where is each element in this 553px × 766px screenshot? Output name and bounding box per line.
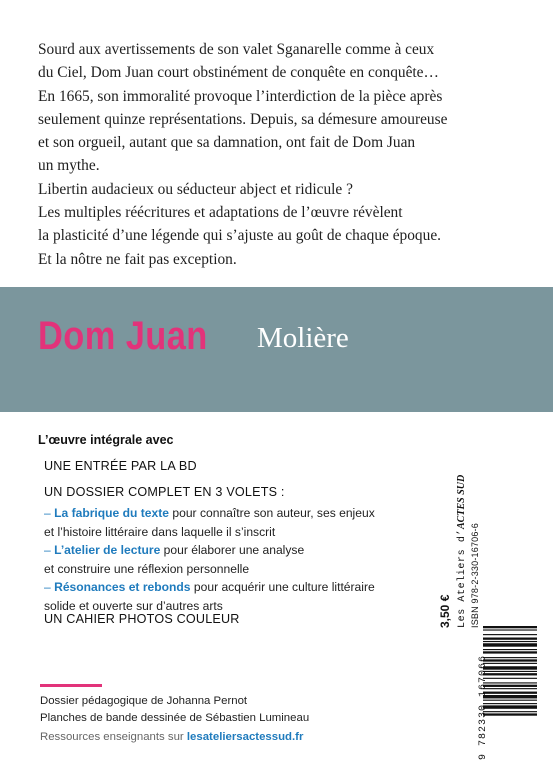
- title-band: [0, 287, 553, 412]
- barcode-icon: [483, 626, 537, 756]
- credits: [40, 693, 309, 727]
- resources-link[interactable]: lesateliersactessud.fr: [186, 731, 304, 743]
- blurb-paragraph-2: Libertin audacieux ou séducteur abject et ridicule ? Les multiples réécritures et adaptations de l’œuvre révèlent la plasticité d’une légende qui s’ajuste au goût de chaque époque. Et la nôtre ne fait pas exception.: [38, 180, 442, 268]
- ean-digits: 9 782330 167066: [478, 654, 489, 760]
- credit-bd: Planches de bande dessinée de Sébastien Lumineau: [40, 712, 310, 724]
- isbn: ISBN 978-2-330-16706-6: [470, 523, 480, 628]
- publisher: Les Ateliers d’ACTES SUD: [456, 474, 468, 628]
- back-cover-blurb: [38, 38, 528, 271]
- book-title: Dom Juan: [38, 314, 208, 358]
- contents-item-dossier: UN DOSSIER COMPLET EN 3 VOLETS :: [44, 485, 285, 499]
- price: 3,50 €: [438, 594, 452, 628]
- volet-2: – L’atelier de lecture pour élaborer une analyse et construire une réflexion personnelle: [44, 543, 305, 576]
- credit-dossier: Dossier pédagogique de Johanna Pernot: [40, 695, 248, 707]
- volet-3-name: Résonances et rebonds: [54, 580, 191, 594]
- volet-1: – La fabrique du texte pour connaître son auteur, ses enjeux et l’histoire littéraire dans laquelle il s’inscrit: [44, 506, 375, 539]
- contents-item-photos: UN CAHIER PHOTOS COULEUR: [44, 612, 240, 626]
- teacher-resources: Ressources enseignants sur lesateliersactessud.fr: [40, 731, 304, 743]
- pink-divider: [40, 684, 102, 687]
- volet-1-name: La fabrique du texte: [54, 506, 170, 520]
- barcode-area: [438, 474, 542, 760]
- contents-item-bd: UNE ENTRÉE PAR LA BD: [44, 459, 197, 473]
- volet-3: – Résonances et rebonds pour acquérir une culture littéraire solide et ouverte sur d’autres arts: [44, 580, 375, 613]
- book-author: Molière: [257, 322, 349, 354]
- blurb-paragraph-1: Sourd aux avertissements de son valet Sganarelle comme à ceux du Ciel, Dom Juan court obstinément de conquête en conquête… En 1665, son immoralité provoque l’interdiction de la pièce après seulement quinze représentations. Depuis, sa démesure amoureuse et son orgueil, autant que sa damnation, ont fait de Dom Juan un mythe.: [38, 41, 448, 175]
- contents-intro: L’œuvre intégrale avec: [38, 433, 174, 447]
- volet-2-name: L’atelier de lecture: [54, 543, 161, 557]
